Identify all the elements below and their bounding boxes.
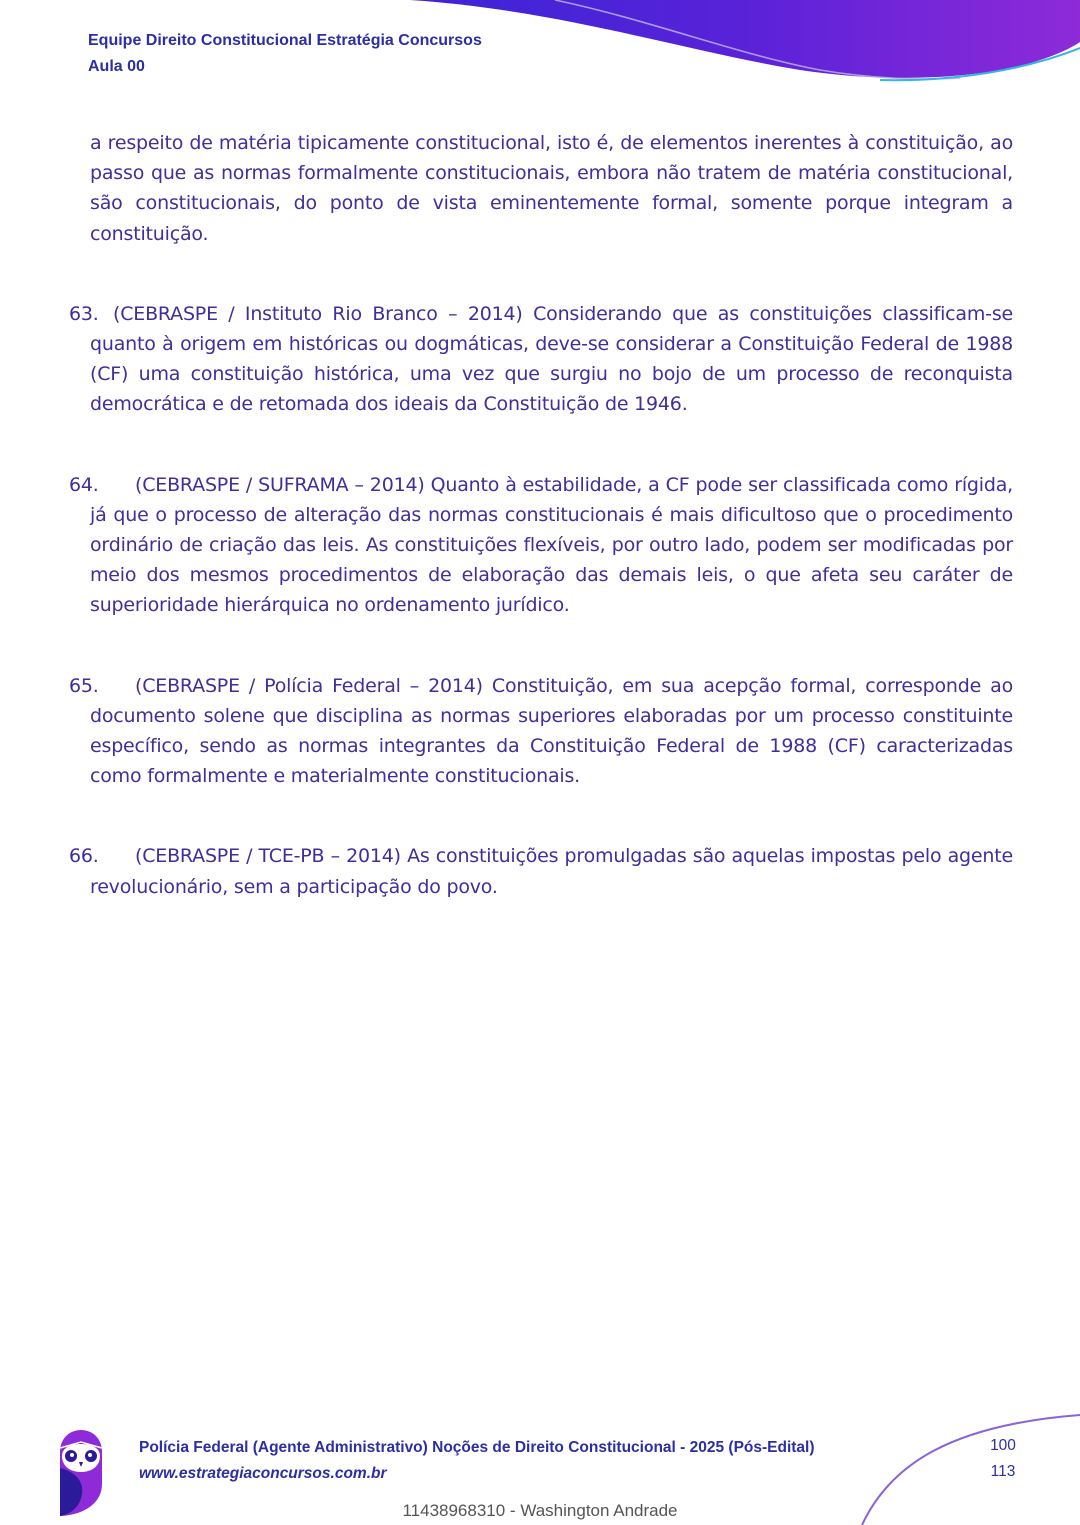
page-header	[88, 28, 482, 80]
page-number-current: 100	[990, 1437, 1016, 1454]
question-text: Considerando que as constituições classificam-se quanto à origem em históricas ou dogmáticas, deve-se considerar a Constituição Federal de 1988 (CF) uma constituição histórica, uma vez que surgiu no bojo de um processo de reconquista democrática e de retomada dos ideais da Constituição de 1946.	[90, 302, 1014, 416]
question-64	[69, 470, 1013, 621]
question-number: 65.	[69, 674, 99, 697]
page-number-total: 113	[990, 1463, 1016, 1480]
question-source: (CEBRASPE / Polícia Federal – 2014)	[135, 674, 483, 697]
question-65	[69, 671, 1013, 792]
question-number: 64.	[69, 473, 99, 496]
question-source: (CEBRASPE / Instituto Rio Branco – 2014)	[113, 302, 523, 325]
footer-course-title: Polícia Federal (Agente Administrativo) Noções de Direito Constitucional - 2025 (Pós-Edital)	[139, 1439, 815, 1456]
question-number: 66.	[69, 845, 99, 868]
question-source: (CEBRASPE / TCE-PB – 2014)	[135, 845, 401, 868]
question-text: Constituição, em sua acepção formal, corresponde ao documento solene que disciplina as normas superiores elaboradas por um processo constituinte específico, sendo as normas integrantes da Constituição Federal de 1988 (CF) caracterizadas como formalmente e materialmente constitucionais.	[90, 674, 1013, 788]
question-source: (CEBRASPE / SUFRAMA – 2014)	[135, 473, 425, 496]
document-body	[69, 128, 1013, 902]
intro-paragraph: a respeito de matéria tipicamente constitucional, isto é, de elementos inerentes à constituição, ao passo que as normas formalmente constitucionais, embora não tratem de matéria constitucional, são constitucionais, do ponto de vista eminentemente formal, somente porque integram a constituição.	[90, 132, 1013, 245]
question-63	[69, 299, 1013, 420]
question-number: 63.	[69, 302, 99, 325]
header-team-name: Equipe Direito Constitucional Estratégia Concursos	[88, 32, 482, 49]
header-lesson: Aula 00	[88, 58, 145, 75]
question-text: As constituições promulgadas são aquelas impostas pelo agente revolucionário, sem a participação do povo.	[90, 845, 1013, 898]
question-66	[69, 841, 1013, 901]
footer-website-link[interactable]: www.estrategiaconcursos.com.br	[139, 1465, 387, 1482]
question-text: Quanto à estabilidade, a CF pode ser classificada como rígida, já que o processo de alteração das normas constitucionais é mais dificultoso que o procedimento ordinário de criação das leis. As constituições flexíveis, por outro lado, podem ser modificadas por meio dos mesmos procedimentos de elaboração das demais leis, o que afeta seu caráter de superioridade hierárquica no ordenamento jurídico.	[90, 473, 1013, 617]
user-watermark: 11438968310 - Washington Andrade	[402, 1501, 678, 1520]
